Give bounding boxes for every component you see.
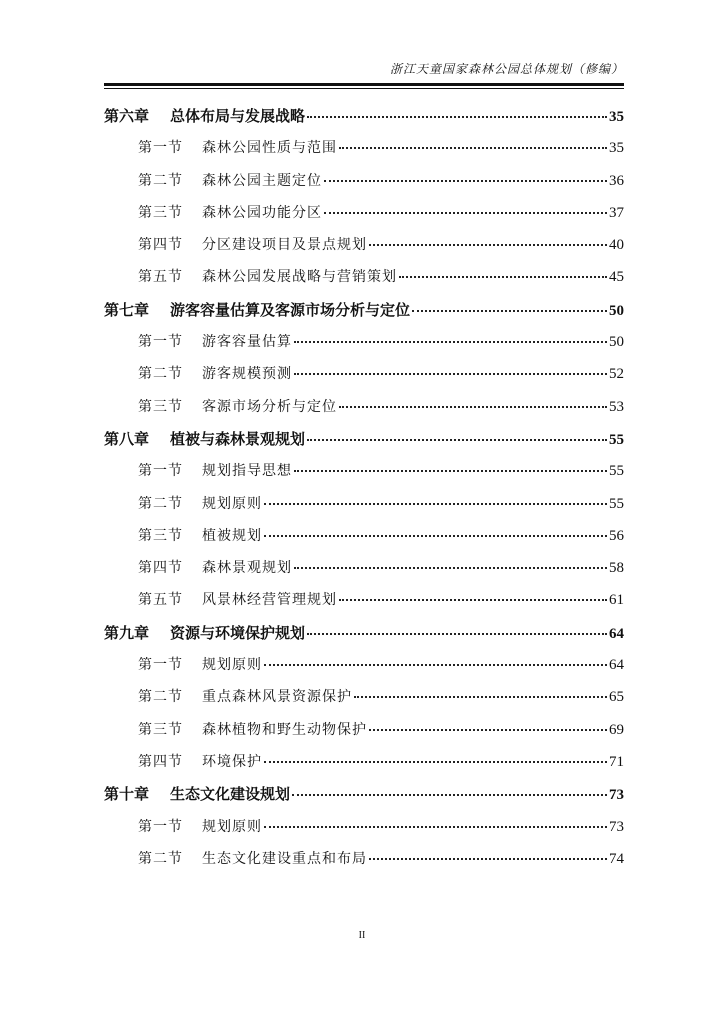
section-number: 第三节 — [138, 398, 183, 415]
chapter-number: 第九章 — [104, 623, 150, 642]
chapter-number: 第十章 — [104, 785, 150, 804]
page-reference: 73 — [609, 818, 624, 835]
toc-chapter-entry[interactable] — [104, 294, 624, 326]
toc-section-entry[interactable] — [104, 520, 624, 552]
dot-leader — [399, 275, 607, 278]
toc-section-entry[interactable] — [104, 584, 624, 616]
dot-leader — [264, 663, 607, 666]
chapter-title: 总体布局与发展战略 — [170, 107, 306, 125]
toc-section-entry[interactable] — [104, 326, 624, 358]
section-title: 重点森林风景资源保护 — [202, 689, 352, 706]
page-reference: 40 — [609, 237, 624, 254]
section-title: 植被规划 — [202, 527, 262, 544]
section-number: 第一节 — [138, 657, 183, 674]
dot-leader — [369, 728, 607, 731]
dot-leader — [354, 695, 607, 698]
page-reference: 36 — [609, 172, 624, 189]
section-title: 环境保护 — [202, 753, 262, 770]
page-reference: 35 — [609, 109, 624, 125]
dot-leader — [339, 598, 607, 601]
dot-leader — [264, 825, 607, 828]
dot-leader — [264, 502, 607, 505]
section-title: 规划原则 — [202, 657, 262, 674]
toc-section-entry[interactable] — [104, 165, 624, 197]
dot-leader — [307, 632, 607, 635]
toc-section-entry[interactable] — [104, 811, 624, 843]
section-title: 森林公园功能分区 — [202, 204, 322, 221]
section-number: 第二节 — [138, 495, 183, 512]
section-title: 森林公园主题定位 — [202, 172, 322, 189]
page-reference: 69 — [609, 721, 624, 738]
page-reference: 64 — [609, 657, 624, 674]
page-reference: 55 — [609, 431, 624, 448]
toc-section-entry[interactable] — [104, 358, 624, 390]
toc-chapter-entry[interactable] — [104, 778, 624, 810]
chapter-number: 第七章 — [104, 300, 150, 319]
page-reference: 56 — [609, 527, 624, 544]
chapter-title: 生态文化建设规划 — [170, 785, 291, 804]
toc-chapter-entry[interactable] — [104, 100, 624, 132]
page-reference: 55 — [609, 495, 624, 512]
page-reference: 74 — [609, 850, 624, 867]
page-reference: 71 — [609, 753, 624, 770]
toc-section-entry[interactable] — [104, 649, 624, 681]
running-header: 浙江天童国家森林公园总体规划（修编） — [389, 62, 624, 76]
section-number: 第四节 — [138, 237, 183, 254]
dot-leader — [324, 179, 607, 182]
table-of-contents — [104, 100, 624, 875]
section-title: 分区建设项目及景点规划 — [202, 237, 367, 254]
toc-section-entry[interactable] — [104, 229, 624, 261]
toc-section-entry[interactable] — [104, 455, 624, 487]
toc-section-entry[interactable] — [104, 552, 624, 584]
toc-section-entry[interactable] — [104, 714, 624, 746]
section-title: 森林植物和野生动物保护 — [202, 721, 367, 738]
page-reference: 45 — [609, 269, 624, 286]
page-number: II — [358, 930, 366, 941]
page-reference: 35 — [609, 140, 624, 157]
dot-leader — [264, 760, 607, 763]
dot-leader — [292, 793, 607, 796]
section-title: 客源市场分析与定位 — [202, 398, 337, 415]
section-title: 森林公园发展战略与营销策划 — [202, 269, 397, 286]
dot-leader — [307, 115, 607, 118]
page-reference: 52 — [609, 366, 624, 383]
toc-section-entry[interactable] — [104, 681, 624, 713]
section-title: 规划原则 — [202, 495, 262, 512]
page-reference: 65 — [609, 689, 624, 706]
chapter-title: 植被与森林景观规划 — [170, 429, 306, 448]
section-number: 第二节 — [138, 366, 183, 383]
page-reference: 55 — [609, 463, 624, 480]
section-number: 第二节 — [138, 172, 183, 189]
chapter-number: 第六章 — [104, 107, 150, 125]
section-number: 第一节 — [138, 818, 183, 835]
section-number: 第三节 — [138, 721, 183, 738]
page-reference: 64 — [609, 625, 624, 642]
chapter-title: 游客容量估算及客源市场分析与定位 — [170, 300, 411, 319]
dot-leader — [307, 438, 607, 441]
section-title: 森林公园性质与范围 — [202, 140, 337, 157]
section-number: 第一节 — [138, 463, 183, 480]
toc-chapter-entry[interactable] — [104, 617, 624, 649]
page-reference: 61 — [609, 592, 624, 609]
toc-chapter-entry[interactable] — [104, 423, 624, 455]
header-rule-thin — [104, 88, 624, 89]
dot-leader — [294, 340, 607, 343]
dot-leader — [339, 405, 607, 408]
dot-leader — [294, 372, 607, 375]
dot-leader — [369, 857, 607, 860]
section-title: 风景林经营管理规划 — [202, 592, 337, 609]
page-reference: 53 — [609, 398, 624, 415]
dot-leader — [339, 146, 607, 149]
dot-leader — [294, 469, 607, 472]
section-number: 第五节 — [138, 269, 183, 286]
dot-leader — [369, 243, 607, 246]
section-number: 第二节 — [138, 689, 183, 706]
page-reference: 73 — [609, 787, 624, 804]
section-number: 第三节 — [138, 204, 183, 221]
section-number: 第五节 — [138, 592, 183, 609]
section-title: 规划原则 — [202, 818, 262, 835]
section-number: 第一节 — [138, 334, 183, 351]
section-number: 第四节 — [138, 753, 183, 770]
toc-section-entry[interactable] — [104, 391, 624, 423]
chapter-number: 第八章 — [104, 429, 150, 448]
chapter-title: 资源与环境保护规划 — [170, 623, 306, 642]
page-reference: 37 — [609, 204, 624, 221]
page-reference: 50 — [609, 302, 624, 319]
toc-section-entry[interactable] — [104, 746, 624, 778]
section-number: 第四节 — [138, 560, 183, 577]
page-reference: 58 — [609, 560, 624, 577]
toc-section-entry[interactable] — [104, 843, 624, 875]
section-title: 生态文化建设重点和布局 — [202, 850, 367, 867]
toc-section-entry[interactable] — [104, 261, 624, 293]
section-number: 第一节 — [138, 140, 183, 157]
header-rule-thick — [104, 83, 624, 86]
section-title: 森林景观规划 — [202, 560, 292, 577]
section-title: 游客规模预测 — [202, 366, 292, 383]
dot-leader — [264, 534, 607, 537]
toc-section-entry[interactable] — [104, 132, 624, 164]
section-number: 第二节 — [138, 850, 183, 867]
dot-leader — [412, 309, 607, 312]
section-title: 游客容量估算 — [202, 334, 292, 351]
dot-leader — [294, 566, 607, 569]
section-title: 规划指导思想 — [202, 463, 292, 480]
page-reference: 50 — [609, 334, 624, 351]
dot-leader — [324, 211, 607, 214]
toc-section-entry[interactable] — [104, 488, 624, 520]
section-number: 第三节 — [138, 527, 183, 544]
toc-section-entry[interactable] — [104, 197, 624, 229]
